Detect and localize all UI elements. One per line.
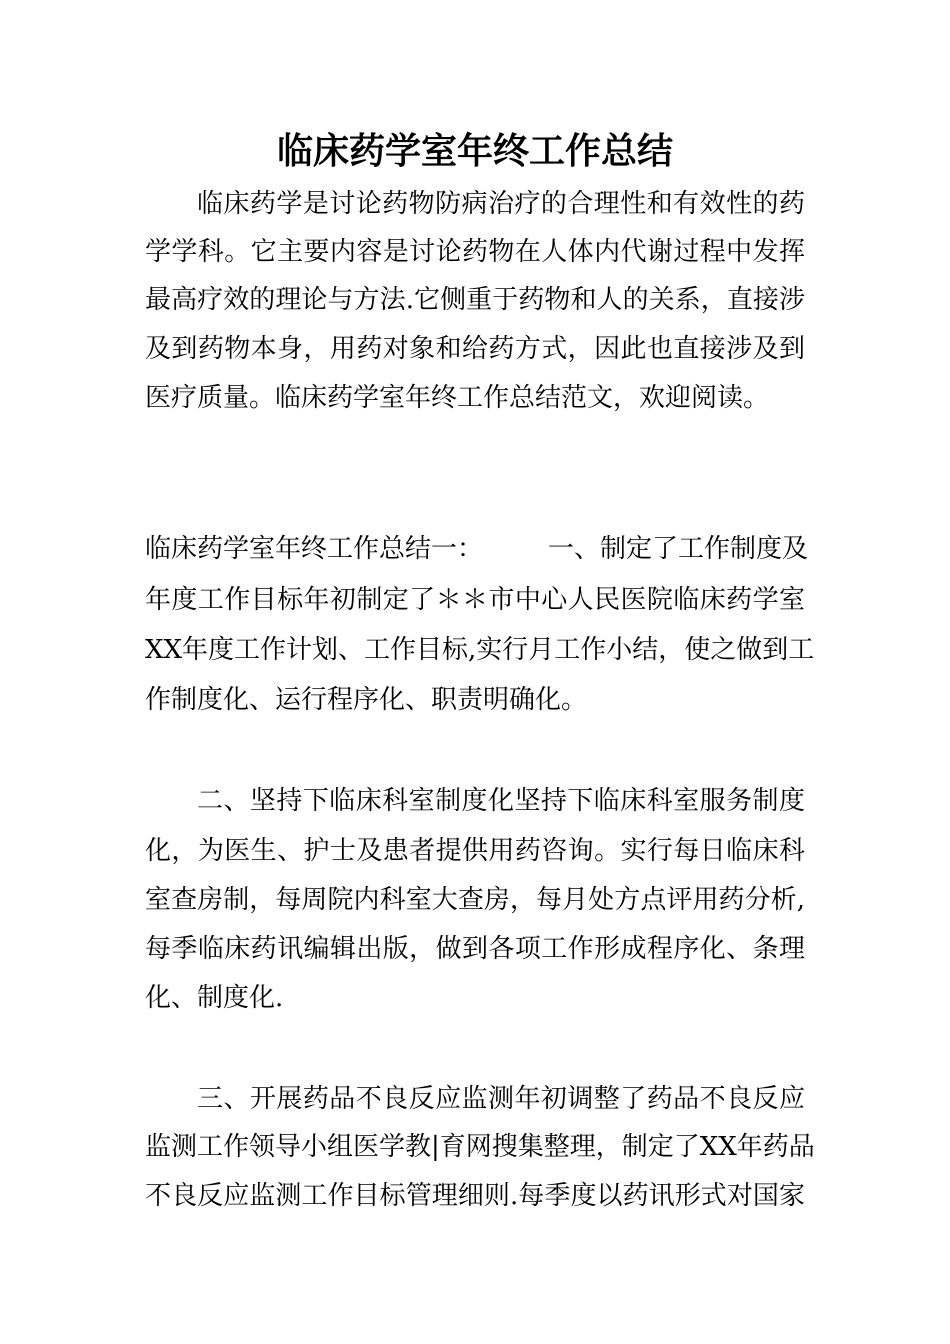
text-line: 医疗质量。临床药学室年终工作总结范文，欢迎阅读。: [145, 383, 770, 413]
text-line: XX年度工作计划、工作目标,实行月工作小结，使之做到工: [145, 635, 815, 665]
text-line: 临床药学是讨论药物防病治疗的合理性和有效性的药: [197, 189, 805, 219]
text-line: 化，为医生、护士及患者提供用药咨询。实行每日临床科: [145, 836, 805, 866]
text-line: 学学科。它主要内容是讨论药物在人体内代谢过程中发挥: [145, 237, 805, 267]
text-line: 化、制度化.: [145, 983, 284, 1013]
document-title: 临床药学室年终工作总结: [276, 131, 673, 172]
text-line: 监测工作领导小组医学教|育网搜集整理，制定了XX年药品: [145, 1132, 815, 1162]
text-line: 临床药学室年终工作总结一： 一、制定了工作制度及: [145, 534, 809, 564]
text-line: 年度工作目标年初制定了＊＊市中心人民医院临床药学室: [145, 585, 805, 615]
text-line: 最高疗效的理论与方法.它侧重于药物和人的关系，直接涉: [145, 285, 805, 315]
text-line: 每季临床药讯编辑出版，做到各项工作形成程序化、条理: [145, 934, 805, 964]
text-line: 二、坚持下临床科室制度化坚持下临床科室服务制度: [197, 786, 805, 816]
text-line: 不良反应监测工作目标管理细则.每季度以药讯形式对国家: [145, 1181, 805, 1211]
text-line: 三、开展药品不良反应监测年初调整了药品不良反应: [197, 1084, 805, 1114]
text-line: 室查房制，每周院内科室大查房，每月处方点评用药分析,: [145, 885, 805, 915]
text-line: 及到药物本身，用药对象和给药方式，因此也直接涉及到: [145, 334, 805, 364]
text-line: 作制度化、运行程序化、职责明确化。: [145, 685, 588, 715]
